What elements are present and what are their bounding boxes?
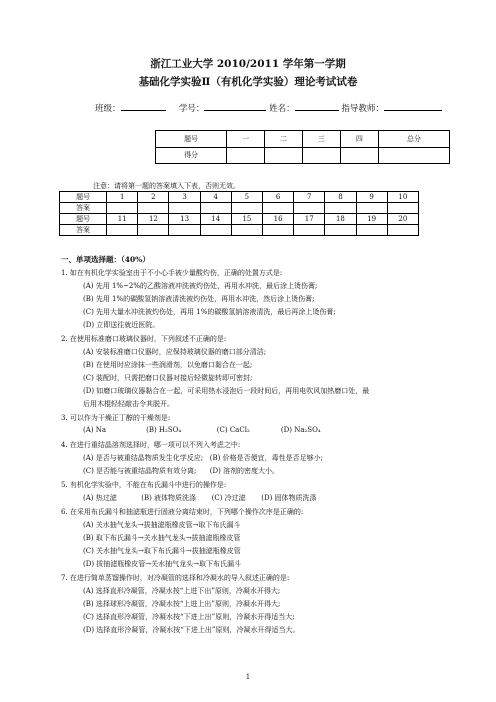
answer-cell[interactable] (107, 203, 138, 214)
question-option: (D) 立即送往就近医院。 (83, 321, 160, 329)
answer-cell[interactable] (294, 203, 325, 214)
question-stem: 2. 在使用标准磨口玻璃仪器时，下列叙述不正确的是: (61, 335, 227, 343)
question-stem: 5. 有机化学实验中，不能在布氏漏斗中进行的操作是: (61, 481, 227, 489)
question-option: (C) 装配时，只需把磨口仪器对接后轻微旋转即可密封; (83, 374, 253, 382)
question-stem: 6. 在采用布氏漏斗和抽滤瓶进行固液分离结束时，下列哪个操作次序是正确的: (61, 508, 304, 516)
score-header: 一 (227, 131, 265, 148)
q-number: 3 (169, 192, 200, 203)
question-option: (D) 拔抽滤瓶橡皮管→关水抽气龙头→取下布氏漏斗 (83, 560, 242, 568)
score-cell[interactable] (265, 147, 303, 164)
answer-q-row (60, 214, 419, 225)
answer-cell[interactable] (387, 225, 418, 236)
answer-cell[interactable] (325, 225, 356, 236)
q-number: 17 (294, 214, 325, 225)
score-header: 三 (302, 131, 340, 148)
score-header: 四 (340, 131, 378, 148)
answer-cell[interactable] (231, 225, 262, 236)
teacher-label: 指导教师： (341, 104, 384, 114)
score-cell[interactable] (340, 147, 378, 164)
answer-cell[interactable] (387, 203, 418, 214)
answer-cell[interactable] (356, 225, 387, 236)
answer-cell[interactable] (200, 225, 231, 236)
question-option: (D) 如磨口玻璃仪器黏合在一起，可采用热水浸泡后一段时间后，再用电吹风加热磨口处，最 (83, 387, 370, 395)
answer-cell[interactable] (138, 225, 169, 236)
q-number: 12 (138, 214, 169, 225)
q-label: 题号 (60, 214, 107, 225)
score-header: 题号 (156, 131, 227, 148)
q-number: 13 (169, 214, 200, 225)
question-option: (A) 是否与被重结晶物质发生化学反应; (B) 价格是否便宜，毒性是否足够小; (83, 454, 323, 462)
q-number: 7 (294, 192, 325, 203)
question-option: (A) 安装标准磨口仪器时，应保持玻璃仪器的磨口部分清洁; (83, 348, 267, 356)
name-label: 姓名： (269, 104, 295, 114)
answer-cell[interactable] (200, 203, 231, 214)
q-number: 15 (231, 214, 262, 225)
a-label: 答案 (60, 203, 107, 214)
answer-cell[interactable] (138, 203, 169, 214)
q-number: 4 (200, 192, 231, 203)
q-number: 20 (387, 214, 418, 225)
score-table (155, 130, 450, 164)
answer-a-row (60, 203, 419, 214)
q-number: 19 (356, 214, 387, 225)
q-label: 题号 (60, 192, 107, 203)
question-option: (C) 先用大量水冲洗被灼伤处，再用 1%的碳酸氢钠溶液清洗，最后再涂上烫伤膏; (83, 308, 336, 316)
q-number: 8 (325, 192, 356, 203)
question-option: (C) 关水抽气龙头→取下布氏漏斗→拔抽滤瓶橡皮管 (83, 547, 241, 555)
q-number: 6 (263, 192, 294, 203)
id-label: 学号： (178, 104, 205, 114)
answer-cell[interactable] (294, 225, 325, 236)
question-option: (B) 先用 1%的碳酸氢钠溶液清洗被灼伤处，再用水冲洗，然后涂上烫伤膏; (83, 295, 315, 303)
question-option: (A) 先用 1%~2%的乙酸溶液冲洗被灼伤处，再用水冲洗，最后涂上烫伤膏; (83, 282, 318, 290)
question-option: (B) 取下布氏漏斗→关水抽气龙头→拔抽滤瓶橡皮管 (83, 534, 241, 542)
answer-note: 注意：请将第一题的答案填入下表，否则无效。 (93, 182, 240, 190)
section-heading: 一、单项选择题：（40%） (61, 255, 150, 264)
q-number: 11 (107, 214, 138, 225)
score-cell[interactable] (227, 147, 265, 164)
student-info-row (95, 101, 442, 114)
question-option: (B) 选择球形冷凝管，冷凝水按“上进上出”原则，冷凝水开得大; (83, 600, 281, 608)
name-blank[interactable] (295, 101, 339, 111)
answer-cell[interactable] (169, 203, 200, 214)
question-option: (B) 在使用时应涂抹一些润滑剂，以免磨口黏合在一起; (83, 361, 253, 369)
q-number: 10 (387, 192, 418, 203)
question-stem: 3. 可以作为干燥正丁醇的干燥剂是: (61, 414, 171, 422)
q-number: 16 (263, 214, 294, 225)
answer-cell[interactable] (356, 203, 387, 214)
q-number: 18 (325, 214, 356, 225)
score-cell[interactable] (378, 147, 449, 164)
question-option: (A) 关水抽气龙头→拔抽滤瓶橡皮管→取下布氏漏斗 (83, 521, 241, 529)
answer-q-row (60, 192, 419, 203)
answer-cell[interactable] (107, 225, 138, 236)
score-header: 二 (265, 131, 303, 148)
class-label: 班级： (95, 104, 121, 114)
answer-table (59, 191, 419, 236)
question-option: (A) 热过滤 (B) 液体物质洗涤 (C) 冷过滤 (D) 固体物质洗涤 (83, 494, 317, 502)
q-number: 9 (356, 192, 387, 203)
question-option: (C) 是否能与被重结晶物质有效分离; (D) 溶剂的密度大小。 (83, 467, 280, 475)
answer-cell[interactable] (263, 203, 294, 214)
answer-cell[interactable] (169, 225, 200, 236)
teacher-blank[interactable] (384, 101, 442, 111)
score-row-label: 得分 (156, 147, 227, 164)
question-option-continued: 后用木棍轻轻敲击令其脱开。 (83, 400, 174, 408)
score-cell[interactable] (302, 147, 340, 164)
score-row (156, 147, 450, 164)
answer-a-row (60, 225, 419, 236)
question-stem: 1. 如在有机化学实验室由于不小心手被少量酸灼伤，正确的处置方式是: (61, 269, 283, 277)
id-blank[interactable] (204, 101, 266, 111)
question-option: (D) 选择直形冷凝管，冷凝水按“下进上出”原则，冷凝水开得适当大。 (83, 626, 300, 634)
exam-subtitle: 基础化学实验Ⅱ（有机化学实验）理论考试试卷 (138, 76, 358, 88)
a-label: 答案 (60, 225, 107, 236)
question-option: (A) 选择直形冷凝管，冷凝水按“上进下出”原则，冷凝水开得大; (83, 587, 281, 595)
answer-cell[interactable] (263, 225, 294, 236)
q-number: 1 (107, 192, 138, 203)
score-header: 总分 (378, 131, 449, 148)
score-header-row (156, 131, 450, 148)
question-stem: 4. 在进行重结晶溶剂选择时，哪一项可以不列入考虑之中: (61, 441, 241, 449)
page-number: 1 (245, 673, 251, 681)
exam-title: 浙江工业大学 2010/2011 学年第一学期 (150, 58, 346, 70)
q-number: 2 (138, 192, 169, 203)
q-number: 14 (200, 214, 231, 225)
q-number: 5 (231, 192, 262, 203)
class-blank[interactable] (121, 101, 166, 111)
question-option: (A) Na (B) H₂SO₄ (C) CaCl₂ (D) Na₂SO₄ (83, 426, 321, 434)
answer-cell[interactable] (231, 203, 262, 214)
question-option: (C) 选择直形冷凝管，冷凝水按“下进上出”原则，冷凝水开得适当大; (83, 613, 295, 621)
answer-cell[interactable] (325, 203, 356, 214)
question-stem: 7. 在进行简单蒸馏操作时，对冷凝管的选择和冷凝水的导入叙述正确的是: (61, 574, 290, 582)
